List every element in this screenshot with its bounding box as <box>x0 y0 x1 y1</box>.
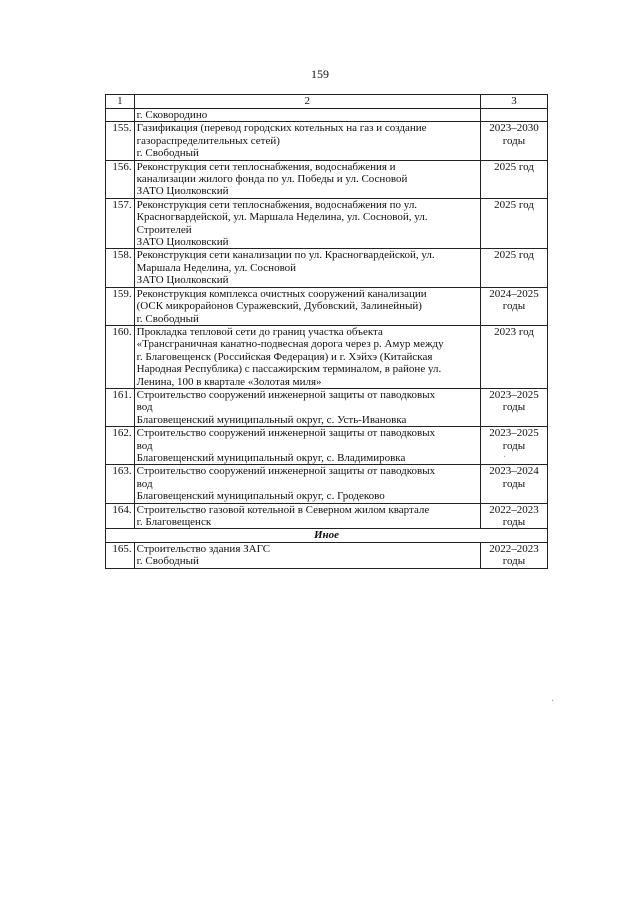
row-description-line: г. Сковородино <box>136 109 208 121</box>
column-header-3: 3 <box>480 95 547 109</box>
row-description-line: «Трансграничная канатно-подвесная дорога через р. Амур между <box>136 338 444 351</box>
row-description <box>134 465 480 503</box>
table-row <box>106 122 548 160</box>
row-number: 156. <box>106 160 135 198</box>
row-description-line: Строительство здания ЗАГС <box>136 542 271 555</box>
table-row <box>106 160 548 198</box>
row-number: 163. <box>106 465 135 503</box>
row-description-line: ЗАТО Циолковский <box>136 236 229 249</box>
row-description <box>134 198 480 249</box>
row-period-line: 2023 год <box>494 325 534 338</box>
row-period-line: 2025 год <box>494 198 534 211</box>
table-row <box>106 465 548 503</box>
row-description-line: г. Свободный <box>136 312 199 325</box>
row-description-line: Красногвардейской, ул. Маршала Неделина, ул. Сосновой, ул. <box>136 211 428 224</box>
row-period-line: 2023–2024 <box>489 465 539 478</box>
row-period-line: 2023–2025 <box>489 388 539 401</box>
table-row <box>106 503 548 529</box>
row-description-line: газораспределительных сетей) <box>136 134 280 147</box>
row-period-line: годы <box>502 516 526 528</box>
row-description <box>134 542 480 568</box>
row-period <box>480 198 547 249</box>
table-body-other <box>106 542 548 568</box>
row-number: 157. <box>106 198 135 249</box>
row-description-line: Реконструкция сети теплоснабжения, водоснабжения и <box>136 160 396 173</box>
row-description <box>134 249 480 287</box>
row-description <box>134 287 480 325</box>
row-description-line: Благовещенский муниципальный округ, с. Владимировка <box>136 451 406 464</box>
row-description <box>134 122 480 160</box>
row-period-line: годы <box>502 401 526 414</box>
row-description-line: ЗАТО Циолковский <box>136 185 229 198</box>
scan-mark: · <box>551 696 555 707</box>
row-description-line: Маршала Неделина, ул. Сосновой <box>136 261 297 274</box>
row-period-line: годы <box>502 134 526 147</box>
table-row <box>106 542 548 568</box>
row-period <box>480 465 547 503</box>
row-period-line: 2022–2023 <box>489 503 539 516</box>
projects-table <box>105 94 548 569</box>
row-number: 165. <box>106 542 135 568</box>
row-period-line: годы <box>502 300 526 313</box>
row-period-line: 2024–2025 <box>489 287 539 300</box>
row-period <box>480 249 547 287</box>
row-description <box>134 503 480 529</box>
table-row <box>106 287 548 325</box>
row-description-line: вод <box>136 401 153 414</box>
row-description-line: Ленина, 100 в квартале «Золотая миля» <box>136 375 322 388</box>
table-body-main <box>106 109 548 529</box>
table-row <box>106 388 548 426</box>
row-period-line: 2025 год <box>494 249 534 262</box>
row-number: 161. <box>106 388 135 426</box>
row-description <box>134 160 480 198</box>
row-description-line: Строительство газовой котельной в Северном жилом квартале <box>136 503 430 516</box>
row-period <box>480 503 547 529</box>
row-description-line: Строительство сооружений инженерной защиты от паводковых <box>136 465 436 478</box>
row-number: 164. <box>106 503 135 529</box>
row-description-line: Реконструкция сети канализации по ул. Красногвардейской, ул. <box>136 249 435 262</box>
row-description-line: Реконструкция сети теплоснабжения, водоснабжения по ул. <box>136 198 418 211</box>
row-description-line: Строительство сооружений инженерной защиты от паводковых <box>136 388 436 401</box>
table-row <box>106 198 548 249</box>
row-number: 158. <box>106 249 135 287</box>
table-row <box>106 249 548 287</box>
row-description <box>134 325 480 388</box>
page-number: 159 <box>311 67 329 81</box>
row-period-line: годы <box>502 439 526 452</box>
table-header-row <box>106 95 548 109</box>
row-period <box>480 287 547 325</box>
row-number: 159. <box>106 287 135 325</box>
row-description-line: Благовещенский муниципальный округ, с. Усть-Ивановка <box>136 413 407 426</box>
row-period-line: 2025 год <box>494 160 534 173</box>
table-row <box>106 325 548 388</box>
row-description-line: г. Свободный <box>136 555 199 568</box>
row-period <box>480 325 547 388</box>
row-description-line: Реконструкция комплекса очистных сооружений канализации <box>136 287 427 300</box>
row-period-line: годы <box>502 555 526 568</box>
row-number <box>106 109 135 122</box>
row-description <box>134 109 480 122</box>
row-period <box>480 160 547 198</box>
row-description-line: Газификация (перевод городских котельных на газ и создание <box>136 122 427 135</box>
row-description-line: г. Свободный <box>136 147 199 160</box>
row-description-line: г. Благовещенск (Российская Федерация) и г. Хэйхэ (Китайская <box>136 350 433 363</box>
row-period-line: 2023–2025 <box>489 427 539 440</box>
row-description-line: канализации жилого фонда по ул. Победы и ул. Сосновой <box>136 173 408 186</box>
group-heading-row <box>106 529 548 542</box>
row-description <box>134 427 480 465</box>
row-number: 162. <box>106 427 135 465</box>
row-description-line: (ОСК микрорайонов Суражевский, Дубовский, Залинейный) <box>136 300 422 313</box>
row-period <box>480 542 547 568</box>
row-number: 160. <box>106 325 135 388</box>
row-description-line: Строительство сооружений инженерной защиты от паводковых <box>136 427 436 440</box>
continuation-row <box>106 109 548 122</box>
row-number: 155. <box>106 122 135 160</box>
row-description-line: Благовещенский муниципальный округ, с. Гродеково <box>136 490 385 503</box>
group-heading: Иное <box>106 529 548 542</box>
column-header-1: 1 <box>106 95 135 109</box>
table-row <box>106 427 548 465</box>
row-description-line: ЗАТО Циолковский <box>136 274 229 287</box>
row-period <box>480 388 547 426</box>
row-period-line: 2022–2023 <box>489 542 539 555</box>
scan-mark: · <box>503 452 507 463</box>
row-description-line: Строителей <box>136 223 192 236</box>
row-period-line: 2023–2030 <box>489 122 539 135</box>
column-header-2: 2 <box>134 95 480 109</box>
row-description-line: вод <box>136 439 153 452</box>
row-description-line: вод <box>136 477 153 490</box>
row-period <box>480 122 547 160</box>
row-description-line: Прокладка тепловой сети до границ участка объекта <box>136 325 383 338</box>
row-period <box>480 427 547 465</box>
row-description <box>134 388 480 426</box>
row-description-line: г. Благовещенск <box>136 516 212 528</box>
row-period-line: годы <box>502 477 526 490</box>
row-description-line: Народная Республика) с пассажирским терминалом, в районе ул. <box>136 363 442 376</box>
row-period <box>480 109 547 122</box>
table-body-group <box>106 529 548 542</box>
